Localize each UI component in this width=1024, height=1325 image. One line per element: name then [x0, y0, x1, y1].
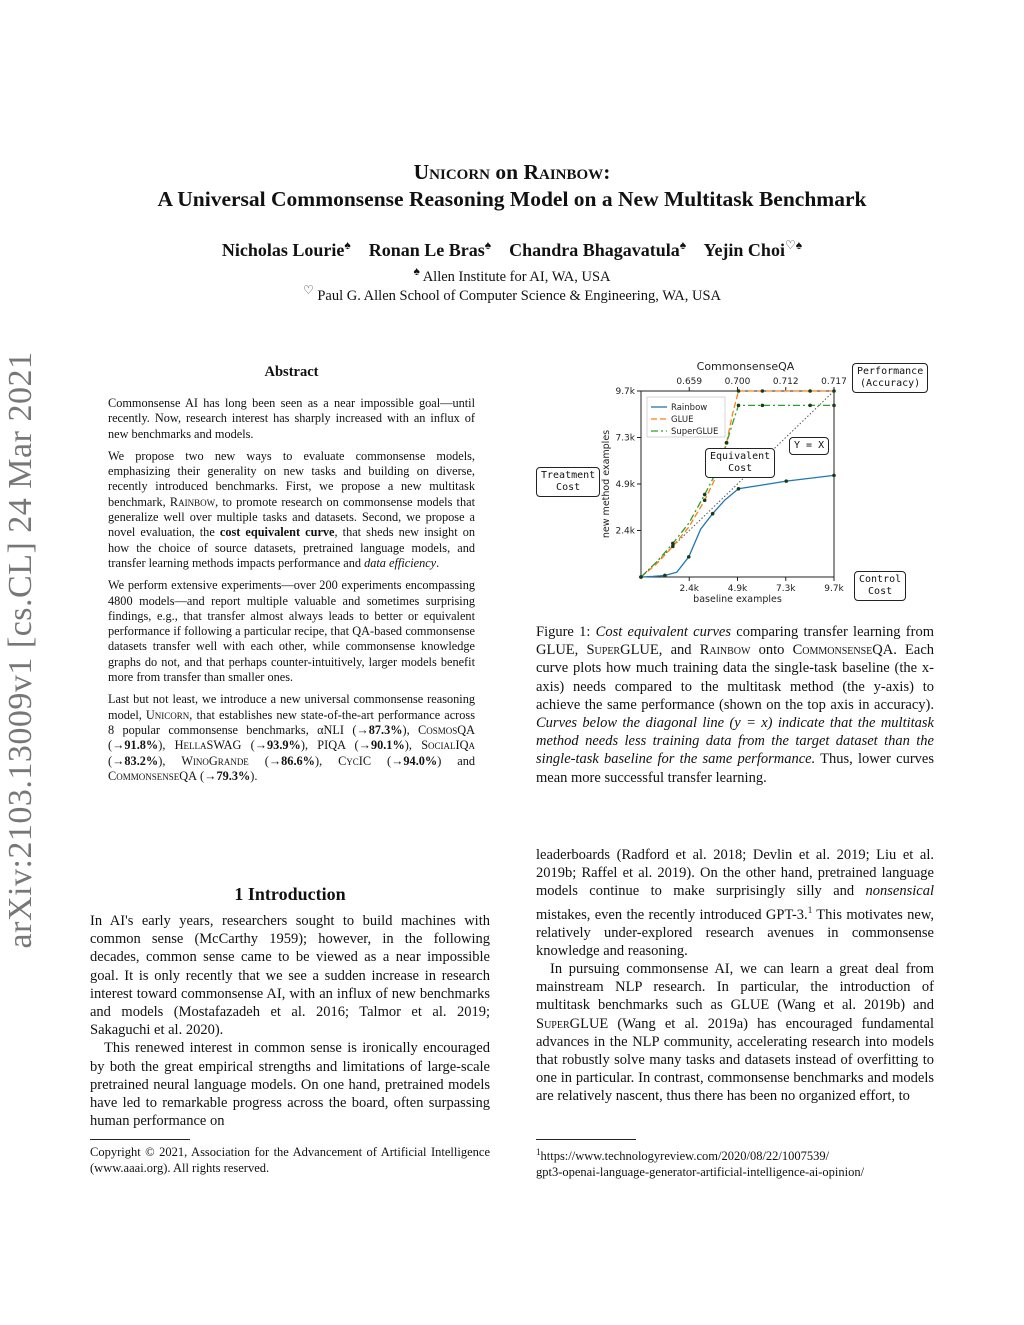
text-run: ),: [402, 722, 419, 737]
data-point: [832, 389, 836, 393]
affiliation-text: Paul G. Allen School of Computer Science & Engineering, WA, USA: [317, 287, 722, 304]
text-run: This motivates new, relatively under-explored research avenues in commonsense knowledge and reasoning.: [536, 906, 934, 959]
paper-title-line1: [0, 160, 1024, 185]
text-run: . Each curve plots how much training data the single-task baseline (the x-axis) needs compared to the multitask method (the y-axis) to achieve the same performance (shown on the top axis in accuracy).: [536, 642, 935, 713]
callout-text: Equivalent: [710, 451, 771, 462]
abstract-paragraph: [108, 449, 475, 571]
text-run: CommonsenseQA: [108, 768, 197, 783]
text-run: (→: [371, 753, 404, 768]
abstract-paragraph: Commonsense AI has long been seen as a near impossible goal—until recently. Now, research interest has sharply increased with an influx of new benchmarks and models.: [108, 396, 475, 441]
callout-text: Cost: [868, 586, 893, 597]
text-run: , to promote research on commonsense models that generalize well over multiple tasks and datasets. Second, we propose a novel evaluation, the: [108, 494, 475, 540]
data-point: [737, 389, 741, 393]
data-point: [761, 404, 765, 408]
text-run: (→: [108, 753, 125, 768]
data-point: [832, 404, 836, 408]
text-run: Last but not least, we introduce a new universal commonsense reasoning model,: [108, 692, 475, 722]
data-point: [737, 487, 741, 491]
abstract-heading: Abstract: [264, 364, 319, 380]
callout-yx: Y = X: [789, 437, 829, 455]
text-run: 86.6%: [281, 753, 315, 768]
author-mark: ♡♠: [784, 238, 803, 252]
data-point: [687, 555, 691, 559]
affiliation-text: Allen Institute for AI, WA, USA: [422, 268, 611, 285]
text-run: 91.8%: [124, 738, 159, 753]
text-run: 87.3%: [368, 722, 403, 737]
x-tick-label: 7.3k: [775, 584, 796, 594]
text-run: SuperGLUE: [536, 1015, 609, 1032]
data-point: [832, 474, 836, 478]
title-unicorn: Unicorn: [413, 160, 491, 184]
y-tick-label: 4.9k: [615, 480, 635, 490]
callout-text: Cost: [556, 482, 581, 493]
text-run: Rainbow: [699, 642, 751, 659]
callout-equivalent: [705, 448, 775, 478]
text-run: ),: [158, 738, 175, 753]
top-tick-label: 0.700: [724, 377, 751, 387]
text-run: nonsensical: [865, 883, 934, 900]
callout-text: Cost: [728, 463, 753, 474]
data-point: [639, 575, 643, 579]
author-mark: ♠: [344, 238, 351, 252]
text-run: CommonsenseQA: [792, 642, 894, 659]
y-tick-label: 2.4k: [615, 526, 635, 537]
text-run: 83.2%: [124, 753, 159, 768]
text-run: ), PIQA (→: [300, 738, 371, 753]
text-run: HellaSWAG: [174, 738, 242, 753]
text-run: (→: [248, 753, 282, 768]
author-list: [0, 238, 1024, 261]
text-run: Unicorn: [145, 707, 190, 722]
text-run: (→: [196, 768, 217, 783]
y-tick-label: 9.7k: [615, 387, 635, 397]
text-run: In pursuing commonsense AI, we can learn a great deal from mainstream NLP research. In particular, the introduction of multitask benchmarks such as GLUE (Wang et al. 2019b) and: [536, 961, 934, 1014]
data-point: [663, 574, 667, 578]
author-name: Yejin Choi: [703, 240, 785, 260]
text-run: ) and: [437, 753, 476, 768]
right-column-body: [536, 846, 934, 1106]
text-run: WinoGrande: [181, 753, 249, 768]
callout-text: (Accuracy): [860, 378, 921, 389]
figure-chart: [536, 355, 936, 610]
text-run: Cost equivalent curves: [595, 624, 731, 640]
author-mark: ♠: [679, 238, 687, 252]
text-run: comparing transfer learning from GLUE,: [536, 624, 934, 659]
section-heading: 1 Introduction: [234, 884, 346, 904]
text-run: (Wang et al. 2019a) has encouraged fundamental advances in the NLP community, accelerating research into models that robustly solve many tasks and datasets instead of overfitting to one in particular. In contrast, commonsense benchmarks and models are relatively nascent, thus there has been no organized effort, to: [536, 1015, 934, 1105]
body-paragraph: In AI's early years, researchers sought to build machines with common sense (McCarthy 1959); however, in the following decades, common sense came to be viewed as a near impossible goal. It is only recently that we see a sudden increase in research interest toward commonsense AI, with an influx of new benchmarks and models (Mostafazadeh et al. 2016; Talmor et al. 2019; Sakaguchi et al. 2020).: [90, 913, 490, 1039]
footnote-1: [536, 1145, 934, 1180]
x-tick-label: 4.9k: [727, 584, 748, 594]
text-run: CosmosQA: [418, 722, 476, 737]
series-line-rainbow: [641, 475, 834, 577]
intro-body: [90, 912, 490, 1130]
text-run: Figure 1:: [536, 624, 596, 640]
text-run: 79.3%: [216, 768, 251, 783]
text-run: (→: [108, 738, 125, 753]
data-point: [711, 512, 715, 516]
affiliation-mark: ♠: [413, 264, 420, 278]
text-run: ),: [404, 738, 422, 753]
paper-title-line2: A Universal Commonsense Reasoning Model on a New Multitask Benchmark: [157, 187, 867, 211]
author-name: Nicholas Lourie: [221, 240, 345, 260]
x-tick-label: 9.7k: [824, 584, 844, 594]
text-run: , that establishes new state-of-the-art performance across 8 popular commonsense benchmarks, αNLI (→: [108, 707, 475, 737]
footnote-marker: 1: [536, 1147, 541, 1157]
data-point: [737, 404, 741, 408]
data-point: [808, 389, 812, 393]
footnote-rule: [536, 1139, 636, 1140]
body-paragraph: This renewed interest in common sense is ironically encouraged by both the great empirical strengths and limitations of large-scale pretrained neural language models. On one hand, pretrained models have led to remarkable progress across the board, often surpassing human performance on: [90, 1040, 490, 1130]
title-rainbow: Rainbow: [523, 160, 604, 184]
data-point: [761, 389, 765, 393]
affiliation-mark: ♡: [302, 283, 314, 297]
text-run: (→: [241, 738, 268, 753]
callout-performance: [852, 363, 928, 393]
text-run: SuperGLUE: [586, 642, 659, 659]
text-run: ),: [314, 753, 339, 768]
y-axis-label: new method examples: [601, 429, 612, 539]
figure-caption: [536, 623, 934, 787]
text-run: , and: [658, 642, 700, 659]
text-run: onto: [750, 642, 793, 659]
footnote-marker: 1: [807, 904, 813, 915]
text-run: Curves below the diagonal line (y = x) indicate that the multitask method needs less training data from the target dataset than the single-task baseline for the same performance.: [536, 715, 934, 768]
text-run: SocialIQa: [421, 738, 475, 753]
affiliation-2: [0, 283, 1024, 305]
text-run: We propose two new ways to evaluate commonsense models, emphasizing their generality on new tasks and building on diverse, recently introduced benchmarks. First, we propose a new multitask benchmark,: [108, 448, 475, 509]
legend-label: GLUE: [671, 415, 694, 425]
author-name: Chandra Bhagavatula: [509, 240, 680, 260]
footnote-url: https://www.technologyreview.com/2020/08/22/1007539/: [540, 1149, 830, 1164]
legend-label: Rainbow: [671, 403, 708, 413]
x-tick-label: 2.4k: [679, 584, 700, 594]
text-run: 90.1%: [370, 738, 405, 753]
title-colon: :: [603, 160, 611, 184]
title-on: on: [490, 160, 524, 184]
data-point: [784, 479, 788, 483]
author-mark: ♠: [484, 238, 492, 252]
chart-title: CommonsenseQA: [696, 360, 795, 373]
text-run: .: [436, 555, 440, 570]
data-point: [808, 404, 812, 408]
top-tick-label: 0.712: [772, 377, 799, 387]
callout-text: Performance: [857, 366, 924, 377]
text-run: , that sheds new insight on how the choice of source datasets, pretrained language models, and transfer learning methods impacts performance and: [108, 525, 475, 570]
text-run: CycIC: [338, 753, 372, 768]
body-paragraph: [536, 846, 934, 960]
text-run: cost equivalent curve: [219, 525, 335, 540]
callout-text: Treatment: [541, 470, 596, 481]
data-point: [703, 493, 707, 497]
arxiv-stamp: arXiv:2103.13009v1 [cs.CL] 24 Mar 2021: [2, 351, 39, 949]
callout-control: [854, 571, 906, 601]
data-point: [725, 441, 729, 445]
text-run: 93.9%: [267, 738, 301, 753]
abstract-paragraph: [108, 692, 475, 784]
text-run: ),: [158, 753, 182, 768]
legend-label: SuperGLUE: [671, 427, 719, 437]
top-tick-label: 0.717: [821, 377, 847, 387]
footnote-url: gpt3-openai-language-generator-artificial-intelligence-ai-opinion/: [536, 1164, 865, 1179]
y-tick-label: 7.3k: [615, 433, 635, 444]
abstract-body: [108, 396, 475, 791]
text-run: data efficiency: [364, 555, 437, 570]
text-run: leaderboards (Radford et al. 2018; Devlin et al. 2019; Liu et al. 2019b; Raffel et al. 2019). On the other hand, pretrained language models continue to make surprisingly silly and: [536, 847, 934, 900]
top-tick-label: 0.659: [676, 377, 703, 387]
text-run: 94.0%: [403, 753, 438, 768]
text-run: Thus, lower curves mean more successful transfer learning.: [536, 751, 934, 786]
copyright-note: Copyright © 2021, Association for the Advancement of Artificial Intelligence (www.aaai.org). All rights reserved.: [90, 1145, 490, 1175]
text-run: ).: [250, 768, 258, 783]
footnote-rule: [90, 1139, 190, 1140]
x-axis-label: baseline examples: [693, 594, 782, 605]
data-point: [671, 542, 675, 546]
callout-text: Control: [859, 574, 902, 585]
text-run: Rainbow: [169, 494, 216, 509]
text-run: mistakes, even the recently introduced GPT-3.: [536, 906, 808, 923]
author-name: Ronan Le Bras: [368, 240, 485, 260]
callout-treatment: [536, 467, 600, 497]
abstract-paragraph: We perform extensive experiments—over 200 experiments encompassing 4800 models—and report multiple valuable and sometimes surprising findings, e.g., that transfer almost always leads to better or equivalent performance if following a particular recipe, that QA-based commonsense datasets transfer well with each other, while commonsense knowledge graphs do not, and that perhaps counter-intuitively, larger models benefit more from transfer than smaller ones.: [108, 578, 475, 685]
data-point: [703, 498, 707, 502]
body-paragraph: [536, 960, 934, 1106]
